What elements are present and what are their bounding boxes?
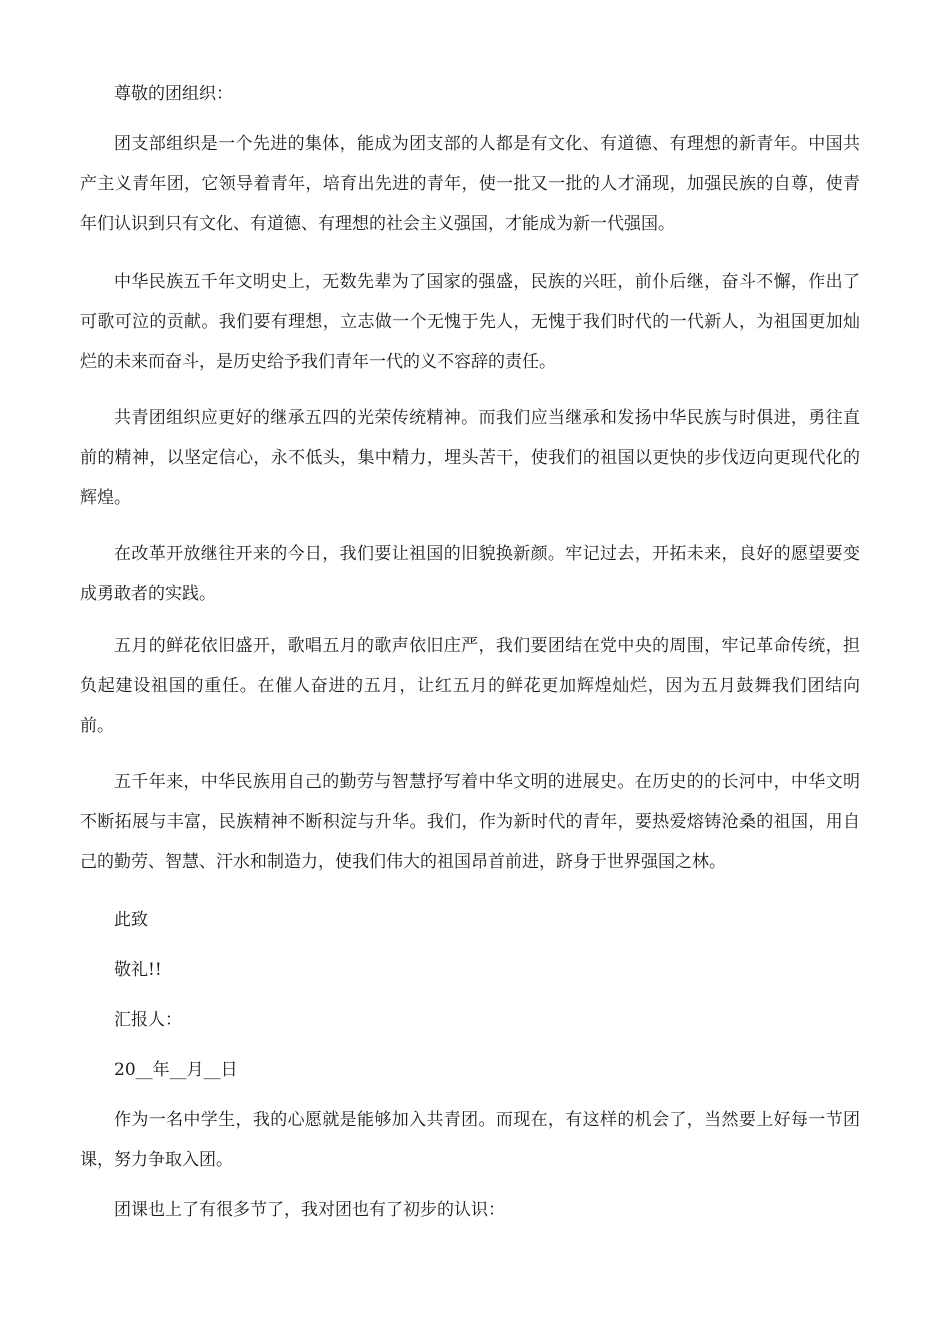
reporter-label: 汇报人： (114, 1010, 182, 1030)
paragraph-4: 在改革开放继往开来的今日，我们要让祖国的旧貌换新颜。牢记过去，开拓未来，良好的愿望要变成勇敢者的实践。 (80, 544, 860, 604)
paragraph-1: 团支部组织是一个先进的集体，能成为团支部的人都是有文化、有道德、有理想的新青年。中国共产主义青年团，它领导着青年，培育出先进的青年，使一批又一批的人才涌现，加强民族的自尊，使青年们认识到只有文化、有道德、有理想的社会主义强国，才能成为新一代强国。 (80, 134, 860, 234)
closing-greeting: 此致 (114, 910, 148, 930)
paragraph-6: 五千年来，中华民族用自己的勤劳与智慧抒写着中华文明的进展史。在历史的的长河中，中华文明不断拓展与丰富，民族精神不断积淀与升华。我们，作为新时代的青年，要热爱熔铸沧桑的祖国，用自己的勤劳、智慧、汗水和制造力，使我们伟大的祖国昂首前进，跻身于世界强国之林。 (80, 772, 860, 872)
closing-salute: 敬礼!! (114, 960, 162, 980)
paragraph-2: 中华民族五千年文明史上，无数先辈为了国家的强盛，民族的兴旺，前仆后继，奋斗不懈，作出了可歌可泣的贡献。我们要有理想，立志做一个无愧于先人，无愧于我们时代的一代新人，为祖国更加灿烂的未来而奋斗，是历史给予我们青年一代的义不容辞的责任。 (80, 272, 860, 372)
date-line: 20__年__月__日 (114, 1060, 238, 1080)
paragraph-5: 五月的鲜花依旧盛开，歌唱五月的歌声依旧庄严，我们要团结在党中央的周围，牢记革命传统，担负起建设祖国的重任。在催人奋进的五月，让红五月的鲜花更加辉煌灿烂，因为五月鼓舞我们团结向前。 (80, 636, 860, 736)
paragraph-8: 团课也上了有很多节了，我对团也有了初步的认识： (114, 1200, 505, 1220)
paragraph-7: 作为一名中学生，我的心愿就是能够加入共青团。而现在，有这样的机会了，当然要上好每一节团课，努力争取入团。 (80, 1110, 860, 1170)
paragraph-3: 共青团组织应更好的继承五四的光荣传统精神。而我们应当继承和发扬中华民族与时俱进，勇往直前的精神，以坚定信心，永不低头，集中精力，埋头苦干，使我们的祖国以更快的步伐迈向更现代化的辉煌。 (80, 408, 860, 508)
salutation: 尊敬的团组织： (114, 84, 233, 104)
